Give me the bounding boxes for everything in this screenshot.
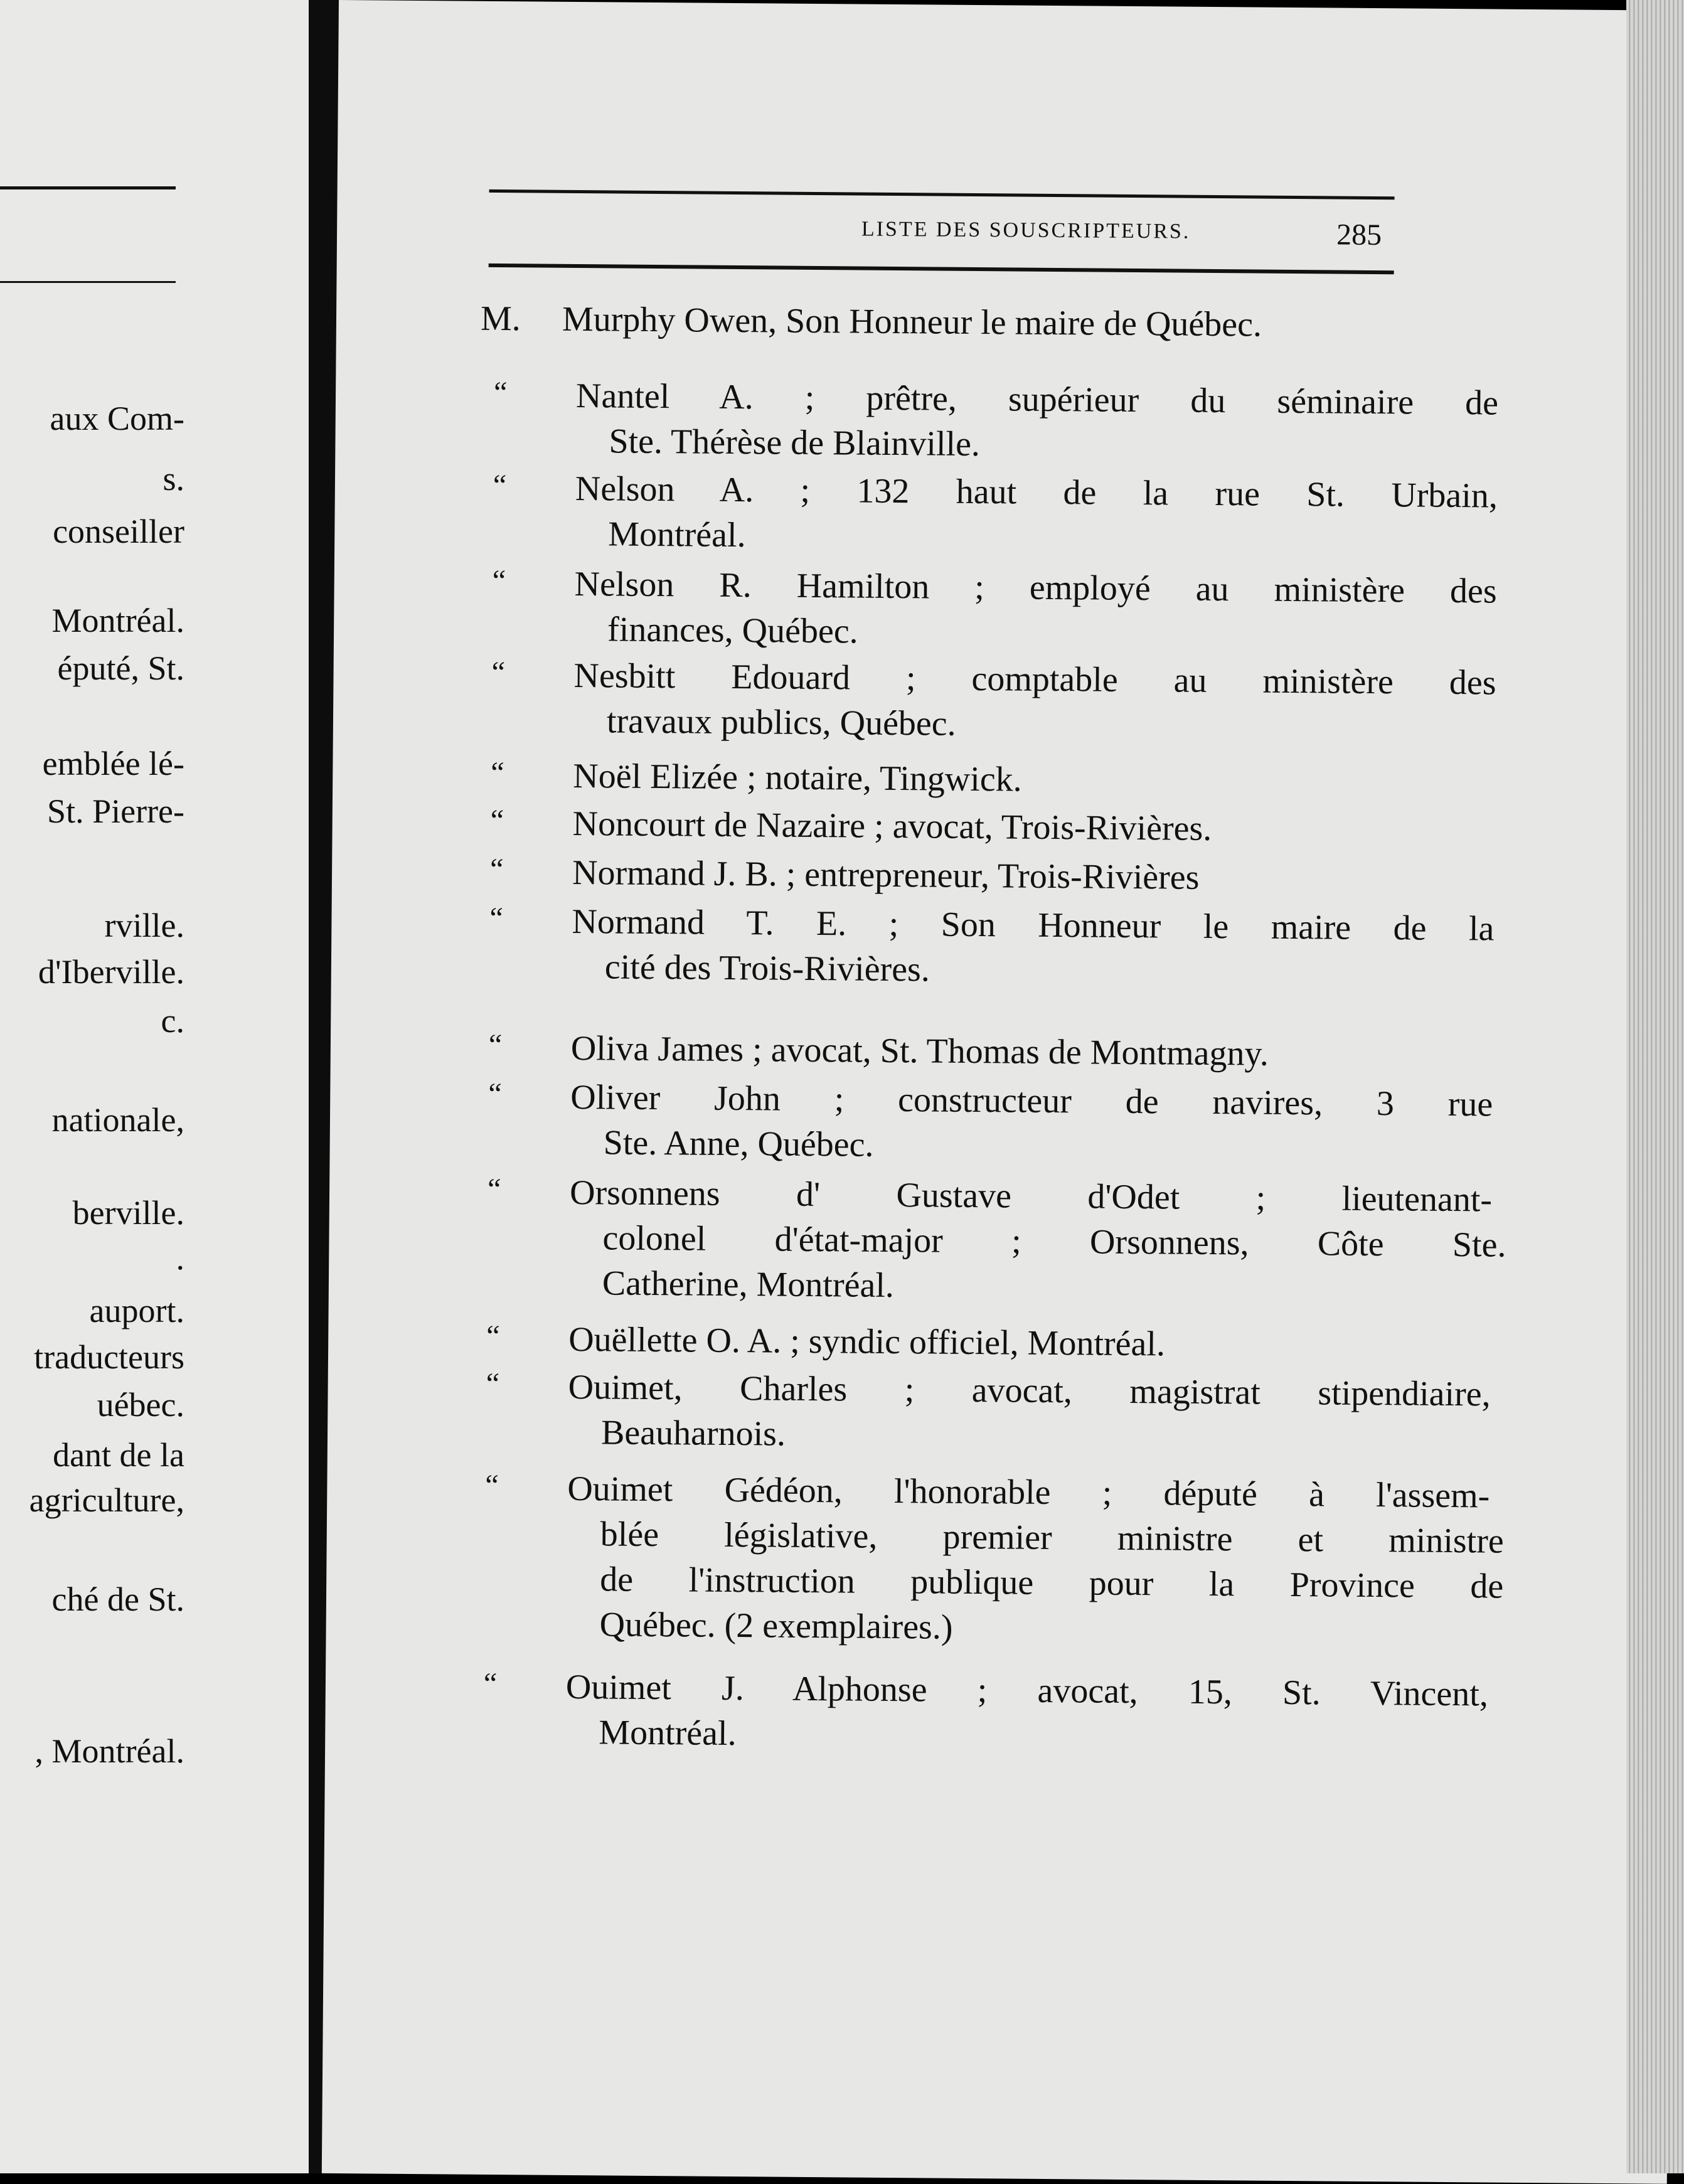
ditto-mark: “: [486, 1366, 500, 1401]
ditto-mark: “: [493, 375, 508, 410]
entry-continuation-line: colonel d'état-major ; Orsonnens, Côte Ste.: [602, 1218, 1506, 1265]
entry-name-line: Ouimet, Charles ; avocat, magistrat stipendiaire,: [568, 1367, 1491, 1414]
ditto-mark: “: [492, 563, 506, 598]
entry-continuation-line: Québec. (2 exemplaires.): [599, 1605, 953, 1647]
right-page: [322, 0, 1684, 2184]
header-bottom-rule: [489, 264, 1394, 274]
left-page-line: aux Com-: [50, 400, 184, 437]
left-page-line: traducteurs: [34, 1338, 184, 1376]
entry-name-line: Nantel A. ; prêtre, supérieur du séminaire de: [575, 376, 1499, 423]
entry-name-line: Oliva James ; avocat, St. Thomas de Montmagny.: [570, 1028, 1269, 1073]
entry-name-line: Nelson A. ; 132 haut de la rue St. Urbain,: [575, 469, 1498, 516]
entry-name-line: Murphy Owen, Son Honneur le maire de Québec.: [562, 299, 1262, 344]
left-page-line: s.: [163, 460, 184, 498]
ditto-mark: “: [485, 1468, 499, 1503]
entry-name-line: Ouimet Gédéon, l'honorable ; député à l'assem-: [567, 1469, 1490, 1516]
left-page-line: St. Pierre-: [47, 792, 184, 830]
left-page-line: auport.: [89, 1292, 184, 1329]
left-page-line: uébec.: [97, 1386, 184, 1424]
entry-name-line: Normand T. E. ; Son Honneur le maire de la: [572, 902, 1495, 949]
entry-name-line: Nesbitt Edouard ; comptable au ministère des: [573, 656, 1496, 703]
entry-continuation-line: Ste. Thérèse de Blainville.: [609, 422, 981, 464]
ditto-mark: “: [491, 655, 506, 690]
left-page-line: rville.: [104, 907, 184, 944]
entry-continuation-line: Catherine, Montréal.: [602, 1264, 895, 1306]
ditto-mark: “: [491, 755, 504, 790]
left-page-line: .: [176, 1239, 184, 1277]
left-page-line: d'Iberville.: [38, 953, 184, 991]
header-top-rule: [489, 189, 1395, 200]
left-page-top-rule: [0, 186, 176, 189]
ditto-mark: “: [488, 1028, 503, 1062]
entry-continuation-line: Ste. Anne, Québec.: [603, 1123, 874, 1164]
ditto-mark: “: [490, 803, 504, 838]
entry-name-line: Nelson R. Hamilton ; employé au ministère des: [574, 564, 1497, 611]
left-page-line: emblée lé-: [42, 745, 184, 782]
entry-continuation-line: Montréal.: [608, 514, 746, 555]
left-page-line: ché de St.: [51, 1580, 184, 1618]
entry-name-line: Orsonnens d' Gustave d'Odet ; lieutenant-: [569, 1173, 1493, 1220]
entry-prefix: M.: [480, 299, 521, 339]
left-page-line: éputé, St.: [57, 649, 184, 687]
page-number: 285: [1336, 218, 1382, 252]
entry-name-line: Oliver John ; constructeur de navires, 3 rue: [570, 1077, 1493, 1124]
entry-name-line: Noncourt de Nazaire ; avocat, Trois-Rivières.: [572, 804, 1212, 848]
page-edges: [1626, 0, 1684, 2173]
entry-name-line: Noël Elizée ; notaire, Tingwick.: [573, 756, 1022, 799]
ditto-mark: “: [486, 1319, 500, 1353]
ditto-mark: “: [487, 1172, 501, 1207]
entry-continuation-line: finances, Québec.: [607, 610, 858, 651]
left-page-line: berville.: [72, 1194, 184, 1232]
entry-continuation-line: blée législative, premier ministre et ministre: [600, 1515, 1505, 1561]
ditto-mark: “: [488, 1077, 502, 1111]
entry-name-line: Ouëllette O. A. ; syndic officiel, Montréal.: [568, 1319, 1166, 1364]
entry-continuation-line: de l'instruction publique pour la Province de: [599, 1560, 1504, 1606]
entry-name-line: Ouimet J. Alphonse ; avocat, 15, St. Vincent,: [565, 1667, 1489, 1714]
ditto-mark: “: [493, 468, 507, 503]
left-page-line: , Montréal.: [35, 1732, 184, 1770]
entry-continuation-line: Montréal.: [599, 1713, 737, 1754]
left-page-line: dant de la: [53, 1436, 184, 1474]
left-facing-page: [0, 0, 309, 2173]
entry-continuation-line: Beauharnois.: [600, 1413, 786, 1454]
entry-name-line: Normand J. B. ; entrepreneur, Trois-Rivières: [572, 853, 1200, 897]
entry-continuation-line: cité des Trois-Rivières.: [604, 947, 930, 989]
left-page-line: conseiller: [53, 513, 184, 550]
left-page-second-rule: [0, 281, 176, 283]
running-title: LISTE DES SOUSCRIPTEURS.: [861, 217, 1191, 243]
left-page-line: nationale,: [51, 1101, 184, 1139]
entry-continuation-line: travaux publics, Québec.: [606, 701, 956, 743]
ditto-mark: “: [489, 901, 504, 935]
left-page-line: c.: [161, 1002, 184, 1040]
ditto-mark: “: [483, 1666, 498, 1701]
ditto-mark: “: [489, 852, 504, 887]
left-page-line: agriculture,: [29, 1481, 184, 1519]
left-page-line: Montréal.: [51, 602, 184, 639]
